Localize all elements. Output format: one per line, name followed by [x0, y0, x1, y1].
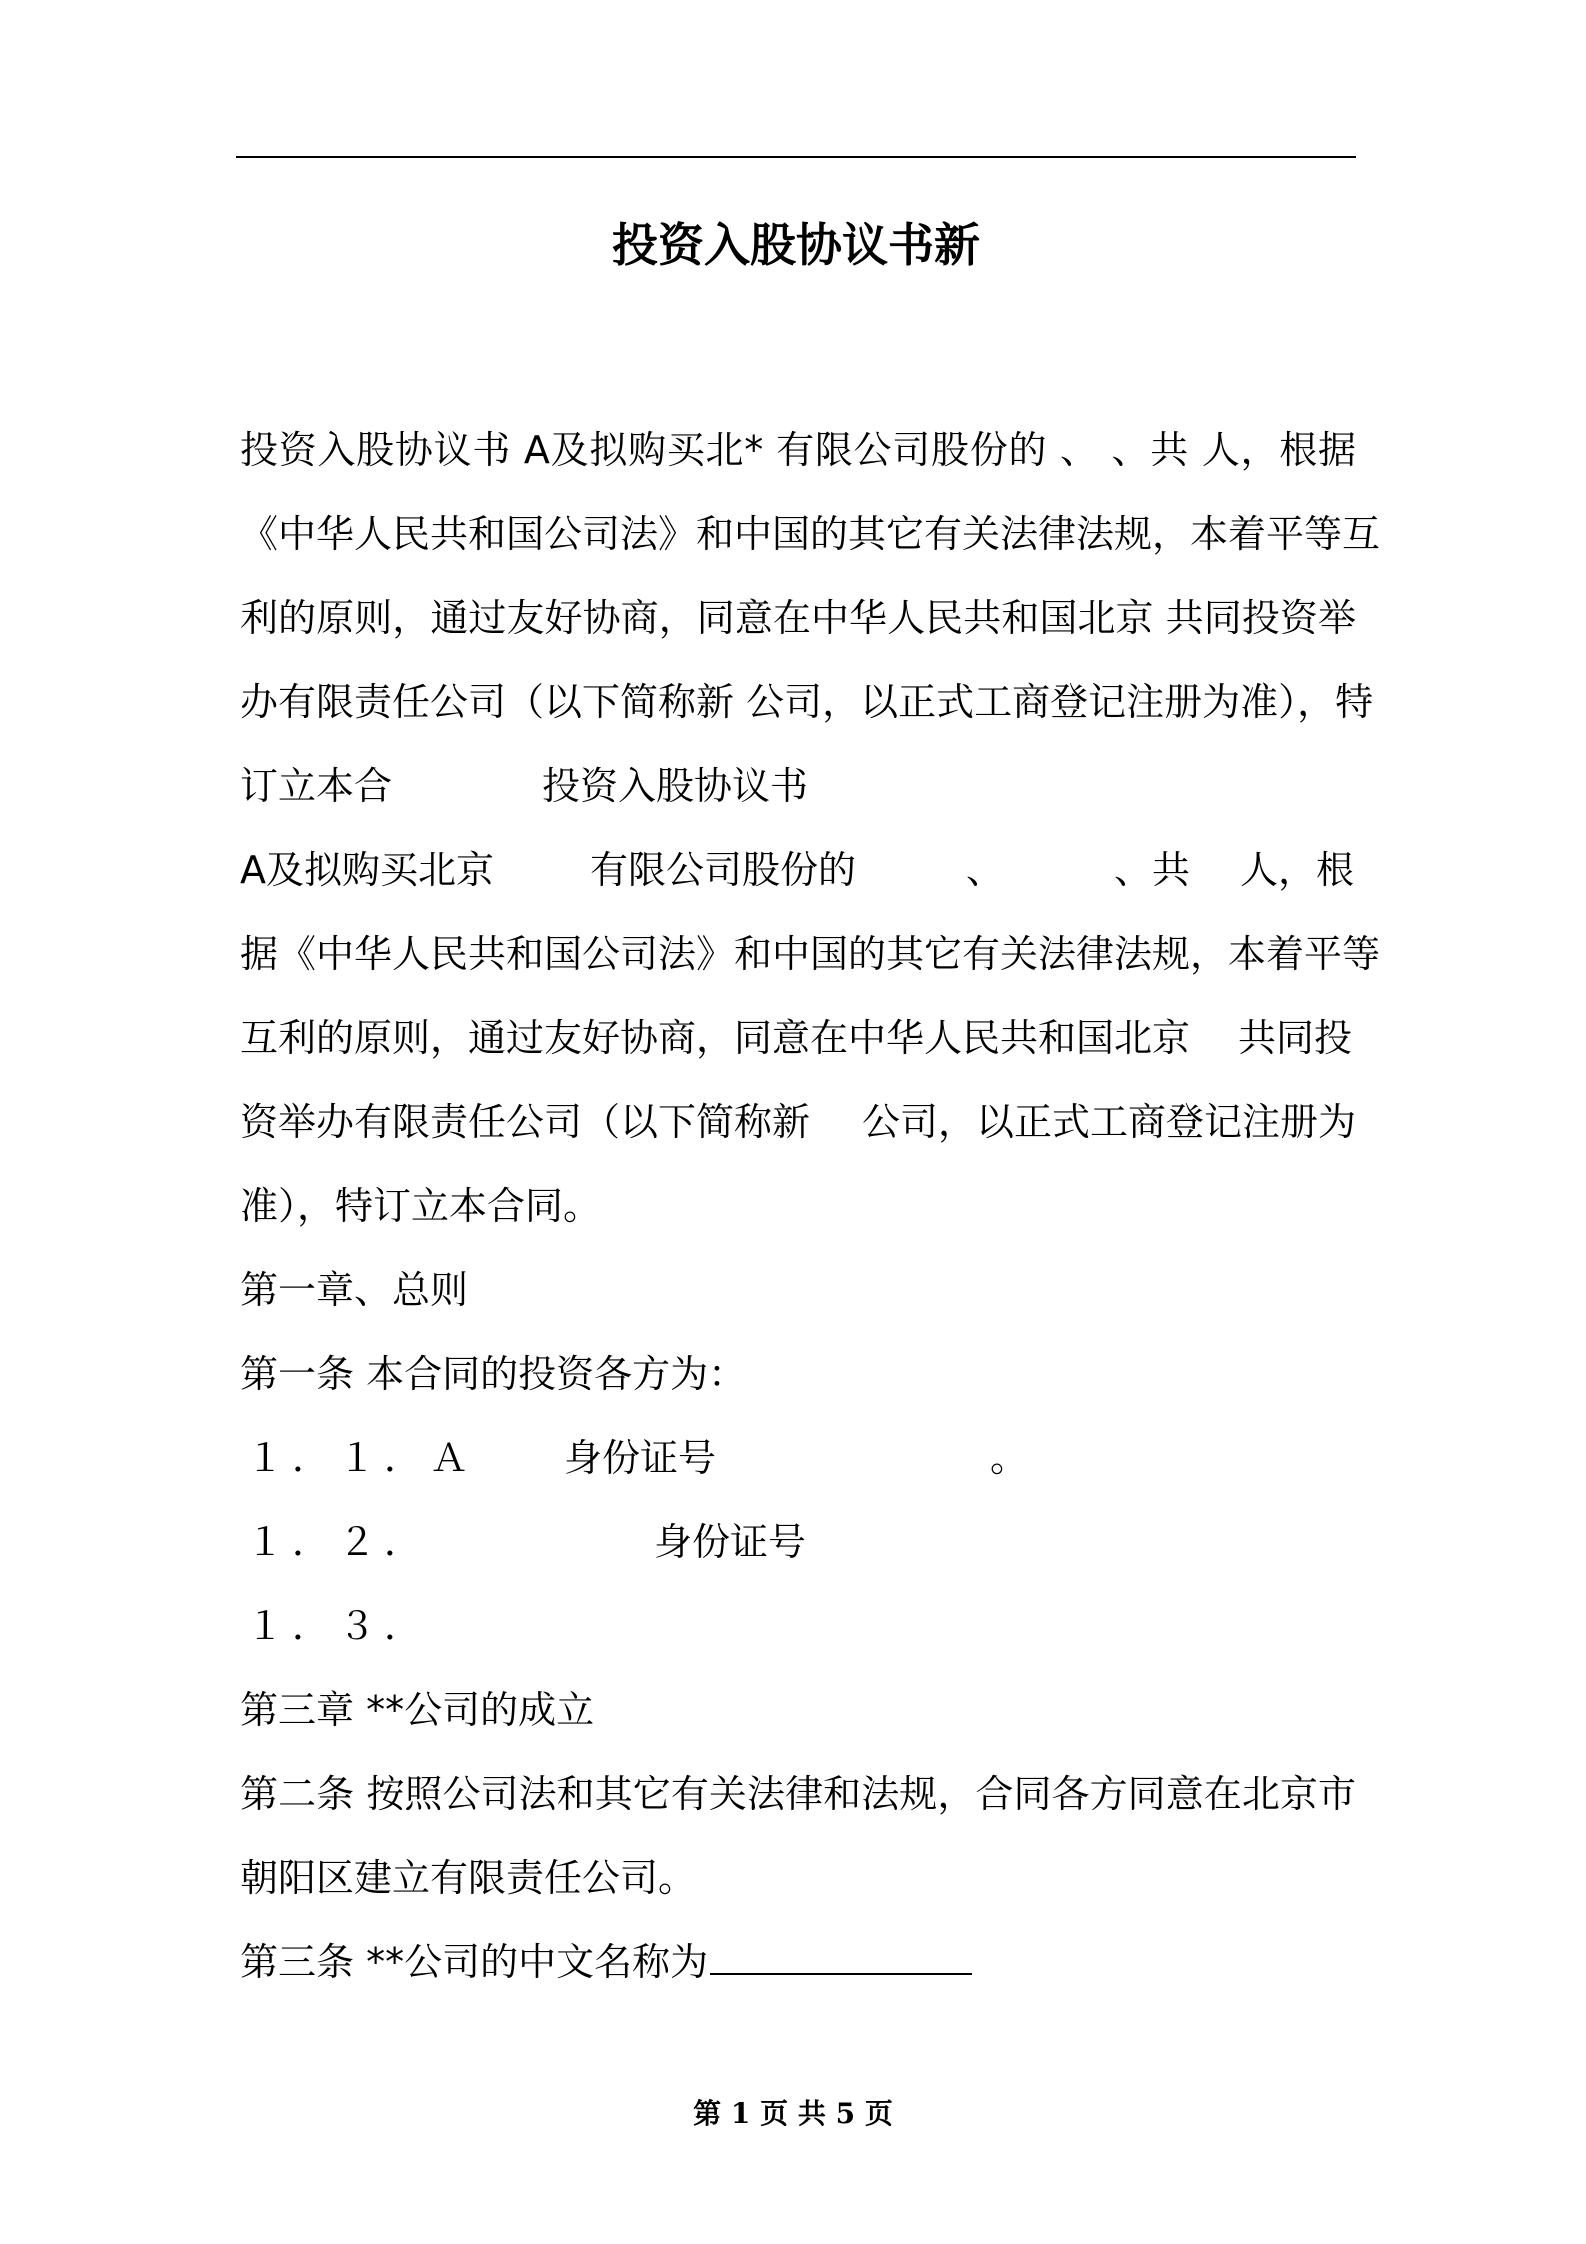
line6-part4: 、共: [1114, 848, 1191, 892]
article-2-line-2: 朝阳区建立有限责任公司。: [240, 1856, 697, 1900]
article-1: 第一条 本合同的投资各方为：: [240, 1352, 747, 1396]
paragraph-line-10: 准），特订立本合同。: [240, 1184, 602, 1228]
list-item: [240, 1584, 1356, 1668]
line6-part2: 有限公司股份的: [590, 848, 857, 892]
item-end-mark: 。: [990, 1436, 1029, 1480]
line9-part2: 公司，以正式工商登记注册为: [862, 1100, 1357, 1144]
paragraph-line-7: 据《中华人民共和国公司法》和中国的其它有关法律法规，本着平等: [240, 932, 1381, 976]
line8-part1: 互利的原则，通过友好协商，同意在中华人民共和国北京: [240, 1016, 1191, 1060]
paragraph-line-4: 办有限责任公司（以下简称新 公司，以正式工商登记注册为准），特: [240, 680, 1374, 724]
line6-part1: A及拟购买北京: [240, 848, 494, 892]
line8-part2: 共同投: [1238, 1016, 1353, 1060]
paragraph-line-9: [240, 1080, 1356, 1164]
line5-part1: 订立本合: [240, 764, 393, 808]
item-number: １．２．: [246, 1520, 431, 1564]
chapter-heading-1: 第一章、总则: [240, 1268, 469, 1312]
page-footer: 第 1 页 共 5 页: [693, 2097, 893, 2130]
chapter-heading-3: 第三章 **公司的成立: [240, 1688, 595, 1732]
header-rule: [236, 156, 1356, 158]
item-number: １．１．Ａ: [246, 1436, 477, 1480]
list-item: [240, 1500, 1356, 1584]
name-blank-line: [710, 1927, 972, 1975]
paragraph-line-3: 利的原则，通过友好协商，同意在中华人民共和国北京 共同投资举: [240, 596, 1356, 640]
line9-part1: 资举办有限责任公司（以下简称新: [240, 1100, 811, 1144]
id-number-label: 身份证号: [564, 1436, 717, 1480]
paragraph-line-5: [240, 744, 1356, 828]
document-body: [240, 408, 1381, 2004]
list-item: [240, 1416, 1356, 1500]
article-3-text: 第三条 **公司的中文名称为: [240, 1940, 709, 1984]
line5-part2: 投资入股协议书: [542, 764, 809, 808]
paragraph-line-8: [240, 996, 1356, 1080]
id-number-label: 身份证号: [654, 1520, 807, 1564]
document-title: 投资入股协议书新: [612, 218, 980, 272]
article-3: [240, 1920, 1356, 2004]
paragraph-line-1: 投资入股协议书 A及拟购买北* 有限公司股份的 、 、共 人，根据: [240, 428, 1356, 472]
line6-part5: 人，根: [1240, 848, 1355, 892]
item-number: １．３．: [246, 1604, 431, 1648]
line6-part3: 、: [966, 848, 1005, 892]
paragraph-line-2: 《中华人民共和国公司法》和中国的其它有关法律法规，本着平等互: [240, 512, 1381, 556]
article-2-line-1: 第二条 按照公司法和其它有关法律和法规，合同各方同意在北京市: [240, 1772, 1356, 1816]
paragraph-line-6: [240, 828, 1356, 912]
